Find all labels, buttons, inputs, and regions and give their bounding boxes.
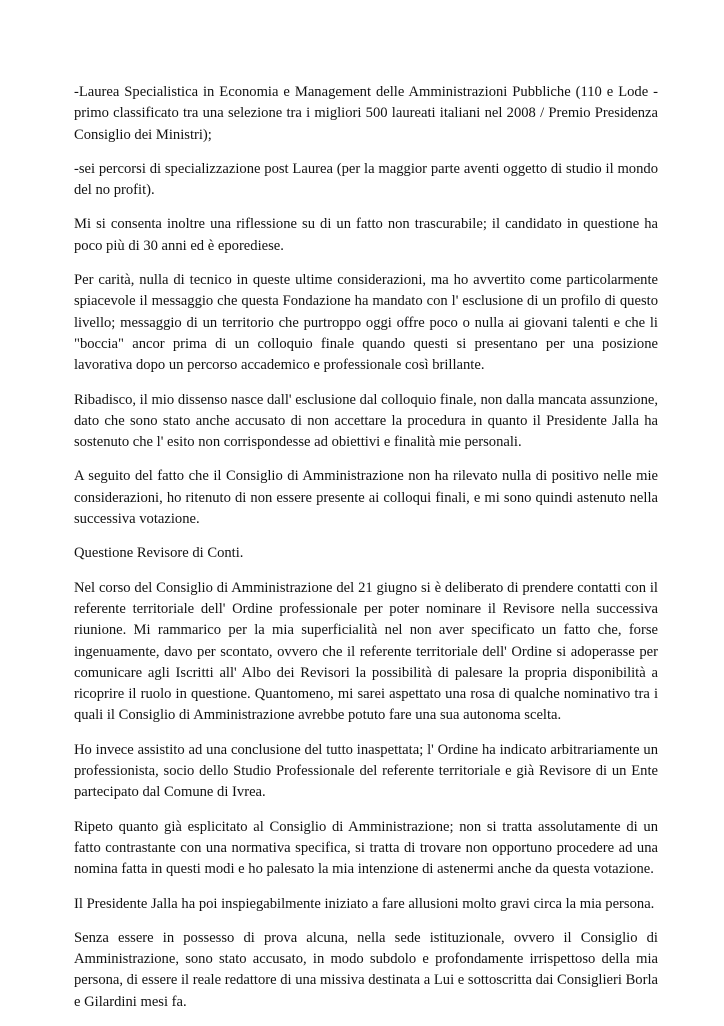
paragraph-riflessione: Mi si consenta inoltre una riflessione su di un fatto non trascurabile; il candidato in questione ha poco più di 30 anni ed è eporediese.	[74, 216, 658, 254]
paragraph-consiglio-21-giugno: Nel corso del Consiglio di Amministrazione del 21 giugno si è deliberato di prendere contatti con il referente territoriale dell' Ordine professionale per poter nominare il Revisore nella successiva riunione. Mi rammarico per la mia superficialità nel non aver specificato un fatto che, forse ingenuamente, davo per scontato, ovvero che il referente territoriale dell' Ordine si adoperasse per comunicare agli Iscritti all' Albo dei Revisori la possibilità di palesare la propria disponibilità a ricoprire il ruolo in questione. Quantomeno, mi sarei aspettato una rosa di qualche nominativo tra i quali il Consiglio di Amministrazione avrebbe potuto fare una sua autonoma scelta.	[74, 579, 658, 724]
paragraph-ripeto: Ripeto quanto già esplicitato al Consiglio di Amministrazione; non si tratta assolutamente di un fatto contrastante con una normativa specifica, si tratta di trovare non opportuno procedere ad una nomina fatta in questi modi e ho palesato la mia intenzione di astenermi anche da questa votazione.	[74, 818, 658, 878]
paragraph-specializzazione: -sei percorsi di specializzazione post Laurea (per la maggior parte aventi oggetto di studio il mondo del no profit).	[74, 160, 658, 199]
document-page	[74, 82, 658, 1026]
paragraph-astensione: A seguito del fatto che il Consiglio di Amministrazione non ha rilevato nulla di positivo nelle mie considerazioni, ho ritenuto di non essere presente ai colloqui finali, e mi sono quindi astenuto nella successiva votazione.	[74, 468, 658, 528]
paragraph-dissenso: Ribadisco, il mio dissenso nasce dall' esclusione dal colloquio finale, non dalla mancata assunzione, dato che sono stato anche accusato di non accettare la procedura in quanto il Presidente Jalla ha sostenuto che l' esito non corrispondesse ad obiettivi e finalità mie personali.	[74, 391, 658, 451]
paragraph-allusioni: Il Presidente Jalla ha poi inspiegabilmente iniziato a fare allusioni molto gravi circa la mia persona.	[74, 895, 655, 912]
paragraph-accusa: Senza essere in possesso di prova alcuna, nella sede istituzionale, ovvero il Consiglio di Amministrazione, sono stato accusato, in modo subdolo e profondamente irrispettoso della mia persona, di essere il reale redattore di una missiva destinata a Lui e sottoscritta dai Consiglieri Borla e Gilardini mesi fa.	[74, 929, 658, 1010]
paragraph-laurea: -Laurea Specialistica in Economia e Management delle Amministrazioni Pubbliche (110 e Lode - primo classificato tra una selezione tra i migliori 500 laureati italiani nel 2008 / Premio Presidenza Consiglio dei Ministri);	[74, 84, 658, 143]
paragraph-considerazioni: Per carità, nulla di tecnico in queste ultime considerazioni, ma ho avvertito come particolarmente spiacevole il messaggio che questa Fondazione ha mandato con l' esclusione di un profilo di questo livello; messaggio di un territorio che purtroppo oggi offre poco o nulla ai giovani talenti e che li "boccia" ancor prima di un colloquio finale quando questi si presentano per una posizione lavorativa dopo un percorso accademico e professionale così brillante.	[74, 272, 658, 374]
paragraph-conclusione: Ho invece assistito ad una conclusione del tutto inaspettata; l' Ordine ha indicato arbitrariamente un professionista, socio dello Studio Professionale del referente territoriale e già Revisore di un Ente partecipato dal Comune di Ivrea.	[74, 741, 658, 801]
section-heading-revisore: Questione Revisore di Conti.	[74, 545, 244, 562]
